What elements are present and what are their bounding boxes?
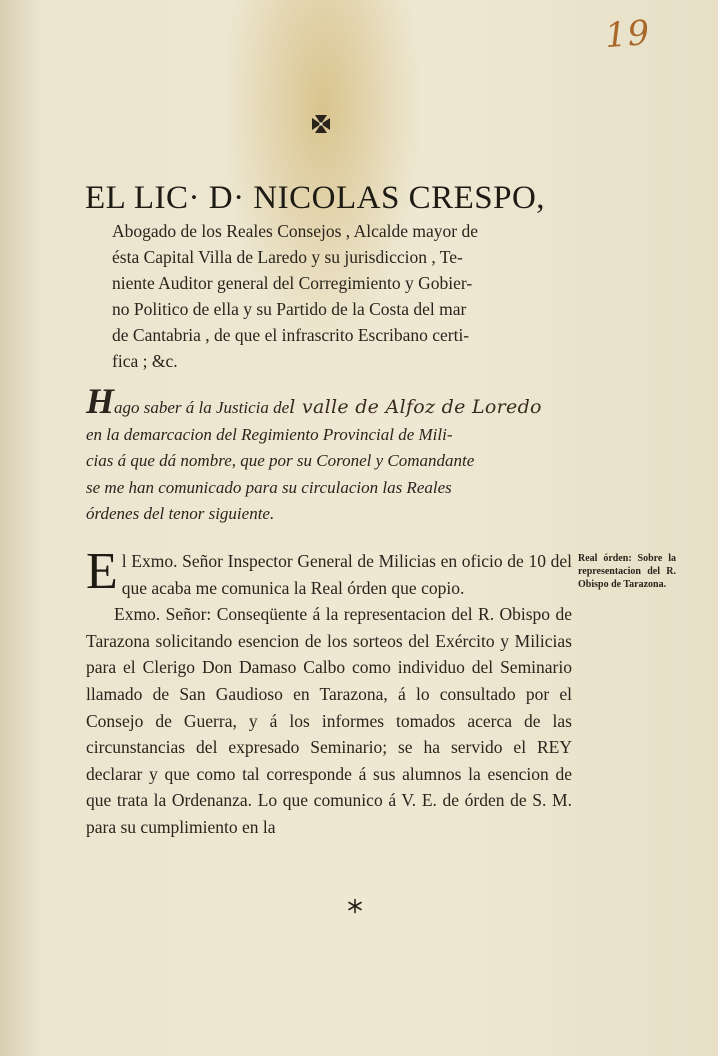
intro-line: ésta Capital Villa de Laredo y su jurisdiccion , Te-	[112, 247, 463, 267]
intro-line: Abogado de los Reales Consejos , Alcalde mayor de	[112, 221, 478, 241]
document-title: EL LIC· D· NICOLAS CRESPO,	[85, 180, 546, 216]
body-paragraph-1-text: l Exmo. Señor Inspector General de Milicias en oficio de 10 del que acaba me comunica la Real órden que copio.	[121, 551, 572, 598]
body-text	[86, 543, 572, 841]
body-paragraph-2: Exmo. Señor: Conseqüente á la representacion del R. Obispo de Tarazona solicitando esencion de los sorteos del Exército y Milicias para el Clerigo Don Damaso Calbo como individuo del Seminario llamado de San Gaudioso en Tarazona, á lo consultado por el Consejo de Guerra, y á los informes tomados acerca de las circunstancias del expresado Seminario; se ha servido el REY declarar y que como tal corresponde á sus alumnos la esencion de que trata la Ordenanza. Lo que comunico á V. E. de órden de S. M. para su cumplimiento en la	[86, 604, 572, 837]
notice-line: en la demarcacion del Regimiento Provincial de Mili-	[86, 424, 453, 444]
notice-line: se me han comunicado para su circulacion las Reales	[86, 477, 452, 497]
notice-paragraph	[86, 381, 576, 528]
body-initial: E	[86, 543, 118, 600]
notice-printed-text: ago saber á la Justicia de	[114, 398, 290, 417]
body-paragraph-1	[86, 543, 572, 601]
intro-line: niente Auditor general del Corregimiento y Gobier-	[112, 273, 473, 293]
margin-note: Real órden: Sobre la representacion del R. Obispo de Tarazona.	[578, 553, 676, 590]
notice-initial: H	[86, 381, 115, 421]
notice-line: cias á que dá nombre, que por su Coronel y Comandante	[86, 451, 475, 470]
intro-paragraph	[112, 218, 567, 374]
notice-first-line	[86, 381, 576, 422]
handwritten-insert: l valle de Alfoz de Loredo	[289, 396, 542, 418]
intro-line: de Cantabria , de que el infrascrito Escribano certi-	[112, 325, 470, 345]
notice-line: órdenes del tenor siguiente.	[86, 504, 275, 523]
maltese-cross-icon	[309, 112, 333, 136]
intro-line: no Politico de ella y su Partido de la Costa del mar	[112, 299, 467, 319]
asterism-icon	[347, 898, 363, 914]
intro-line: fica ; &c.	[112, 351, 178, 371]
folio-number: 19	[603, 12, 652, 57]
